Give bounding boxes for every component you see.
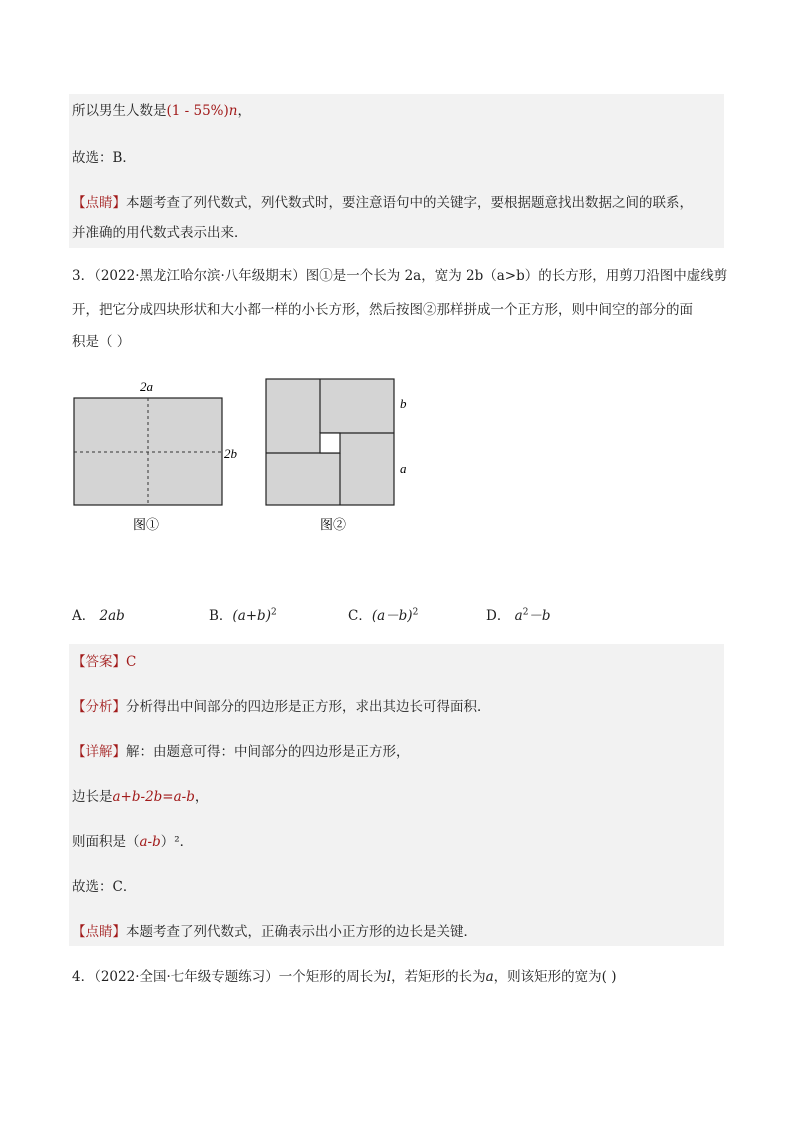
fig1-caption: 图① (133, 518, 160, 533)
fig2-label-b: b (400, 396, 407, 411)
q3-line-3: 积是（ ） (72, 334, 131, 350)
comment-line-q3: 【点睛】本题考查了列代数式，正确表示出小正方形的边长是关键． (72, 924, 477, 940)
side-length-line: 边长是a+b-2b=a-b， (72, 789, 209, 805)
fig2-label-a: a (400, 461, 407, 476)
q4-line: 4．（2022·全国·七年级专题练习）一个矩形的周长为l，若矩形的长为a，则该矩形的宽为( ) (72, 969, 617, 985)
detail-line: 【详解】解：由题意可得：中间部分的四边形是正方形， (72, 744, 410, 760)
option-d[interactable]: D． $a^2-b$ (486, 607, 551, 624)
choose-c-line: 故选：C． (72, 879, 137, 895)
answer-line: 【答案】C (72, 654, 137, 670)
figure-2 (256, 370, 426, 540)
figure-1 (60, 370, 260, 540)
fig1-top-label: 2a (140, 379, 153, 394)
option-a[interactable]: A． 2ab (72, 608, 125, 624)
q3-line-2: 开，把它分成四块形状和大小都一样的小长方形，然后按图②那样拼成一个正方形，则中间空的部分的面 (72, 302, 693, 318)
analysis-line: 【分析】分析得出中间部分的四边形是正方形，求出其边长可得面积． (72, 699, 491, 715)
area-line: 则面积是（a-b）²． (72, 834, 194, 850)
comment-line-2: 并准确的用代数式表示出来． (72, 225, 248, 241)
fig2-center-hole (320, 433, 340, 453)
option-c[interactable]: C．$(a-b)^2$ (348, 607, 419, 624)
fig1-side-label: 2b (224, 446, 237, 461)
fig2-caption: 图② (320, 518, 347, 533)
male-count-line: 所以男生人数是(1 - 55%)n， (72, 103, 251, 119)
option-b[interactable]: B．$(a+b)^2$ (209, 607, 277, 624)
q3-line-1: 3．（2022·黑龙江哈尔滨·八年级期末）图①是一个长为 2a，宽为 2b（a>b）的长方形，用剪刀沿图中虚线剪 (72, 268, 728, 284)
comment-line-1: 【点睛】本题考查了列代数式，列代数式时，要注意语句中的关键字，要根据题意找出数据之间的联系， (72, 195, 693, 211)
choose-b-line: 故选：B． (72, 150, 136, 166)
